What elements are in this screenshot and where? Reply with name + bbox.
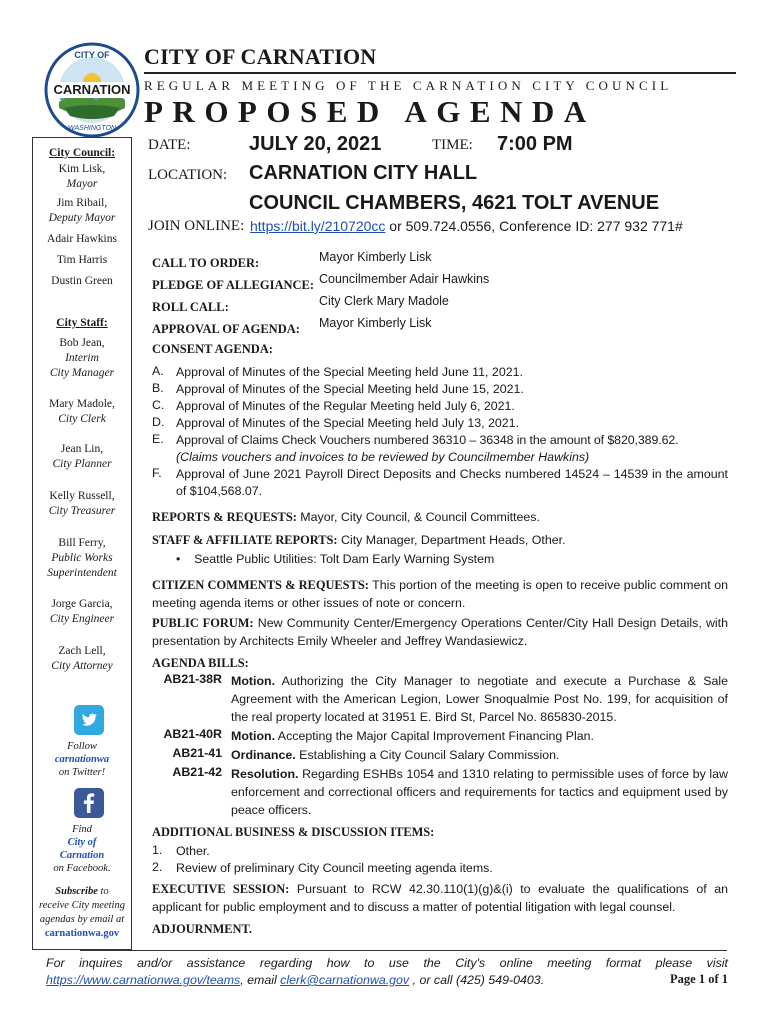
- council-heading: City Council:: [48, 147, 116, 159]
- consent-item: Approval of Minutes of the Regular Meeting held July 6, 2021.: [176, 399, 515, 413]
- teams-link[interactable]: https://www.carnationwa.gov/teams: [46, 973, 241, 987]
- staff-member: Bill Ferry, Public Works Superintendent: [47, 537, 117, 579]
- public-forum-section: PUBLIC FORUM: New Community Center/Emergency Operations Center/City Hall Design Details, with presentation by Architects Emily Wheeler and Jeffrey Wandasiewicz.: [152, 616, 729, 648]
- staff-member: Jean Lin, City Planner: [52, 443, 112, 470]
- facebook-caption: Find City of Carnation on Facebook.: [53, 824, 111, 874]
- city-logo: [44, 42, 140, 138]
- header-divider: [144, 72, 736, 74]
- join-label: JOIN ONLINE:: [148, 218, 245, 234]
- consent-letter: F.: [152, 466, 162, 480]
- consent-item: Approval of Minutes of the Special Meeting held June 11, 2021.: [176, 365, 523, 379]
- additional-num: 1.: [152, 843, 163, 857]
- adjournment: ADJOURNMENT.: [152, 922, 252, 936]
- date-label: DATE:: [148, 137, 191, 153]
- council-member: Tim Harris: [56, 254, 108, 266]
- approval-label: APPROVAL OF AGENDA:: [152, 322, 300, 336]
- location-label: LOCATION:: [148, 167, 228, 183]
- roll-call-label: ROLL CALL:: [152, 300, 229, 314]
- executive-session-section: EXECUTIVE SESSION: Pursuant to RCW 42.30.110(1)(g)&(i) to evaluate the qualifications of an applicant for public employment and to discuss a matter of potential litigation with legal counsel.: [152, 882, 728, 914]
- council-member: Dustin Green: [51, 275, 113, 287]
- roll-call-value: City Clerk Mary Madole: [319, 294, 449, 308]
- council-member: Adair Hawkins: [47, 233, 117, 245]
- staff-member: Kelly Russell, City Treasurer: [48, 490, 116, 517]
- council-member: Kim Lisk, Mayor: [58, 163, 106, 190]
- consent-item: Approval of Claims Check Vouchers numbered 36310 – 36348 in the amount of $820,389.62.: [176, 433, 679, 447]
- staff-member: Zach Lell, City Attorney: [51, 645, 113, 672]
- join-link[interactable]: https://bit.ly/210720cc: [250, 218, 386, 234]
- council-member: Jim Ribail, Deputy Mayor: [48, 197, 116, 224]
- time-value: 7:00 PM: [497, 133, 573, 155]
- twitter-caption: Follow carnationwa on Twitter!: [32, 740, 132, 779]
- consent-letter: A.: [152, 364, 164, 378]
- bill-text: Motion. Authorizing the City Manager to negotiate and execute a Purchase & Sale Agreement with the American Legion, Lower Snoqualmie Post No. 199, for acquisition of the real property located at 31951 E. Bird St, Parcel No. 865830-2015.: [231, 674, 728, 724]
- consent-item: Approval of Minutes of the Special Meeting held June 15, 2021.: [176, 382, 524, 396]
- subscribe-note: Subscribe to receive City meeting agendas by email at carnationwa.gov: [32, 885, 132, 941]
- bill-code: AB21-42: [172, 765, 222, 779]
- twitter-icon[interactable]: [74, 705, 104, 735]
- approval-value: Mayor Kimberly Lisk: [319, 316, 432, 330]
- staff-member: Bob Jean, Interim City Manager: [49, 337, 115, 379]
- consent-item: Approval of June 2021 Payroll Direct Deposits and Checks numbered 14524 – 14539 in the amount of $104,568.07.: [176, 467, 728, 498]
- logo-name: CARNATION: [53, 82, 131, 97]
- pledge-value: Councilmember Adair Hawkins: [319, 272, 490, 286]
- meeting-subtitle: REGULAR MEETING OF THE CARNATION CITY COUNCIL: [144, 78, 673, 93]
- bill-text: Ordinance. Establishing a City Council Salary Commission.: [231, 748, 560, 762]
- agenda-title: PROPOSED AGENDA: [144, 94, 596, 129]
- logo-bottom-text: WASHINGTON: [68, 125, 116, 132]
- location-line1: CARNATION CITY HALL: [249, 162, 478, 184]
- twitter-handle[interactable]: carnationwa: [54, 754, 110, 765]
- staff-report-bullet: • Seattle Public Utilities: Tolt Dam Early Warning System: [176, 552, 495, 566]
- facebook-icon[interactable]: [74, 788, 104, 818]
- join-phone: or 509.724.0556, Conference ID: 277 932 771#: [385, 218, 683, 234]
- subscribe-link[interactable]: carnationwa.gov: [44, 928, 120, 939]
- additional-heading: ADDITIONAL BUSINESS & DISCUSSION ITEMS:: [152, 825, 435, 839]
- consent-letter: E.: [152, 432, 164, 446]
- consent-item: Approval of Minutes of the Special Meeting held July 13, 2021.: [176, 416, 520, 430]
- reports-section: REPORTS & REQUESTS: Mayor, City Council, & Council Committees.: [152, 510, 540, 524]
- call-to-order-label: CALL TO ORDER:: [152, 256, 260, 270]
- time-label: TIME:: [432, 137, 473, 153]
- citizen-comments-section: CITIZEN COMMENTS & REQUESTS: This portion of the meeting is open to receive public comment on meeting agenda items or other issues of note or concern.: [152, 578, 728, 610]
- bill-text: Resolution. Regarding ESHBs 1054 and 1310 relating to permissible uses of force by law enforcement and correctional officers and requirements for tactics and equipment used by peace officers.: [231, 767, 728, 817]
- footer-note: For inquires and/or assistance regarding how to use the City's online meeting format please visit https://www.carnationwa.gov/teams, email clerk@carnationwa.gov , or call (425) 549-0403.: [46, 956, 728, 987]
- consent-letter: C.: [152, 398, 165, 412]
- bill-text: Motion. Accepting the Major Capital Improvement Financing Plan.: [231, 729, 594, 743]
- footer-divider: [80, 950, 727, 951]
- staff-reports-section: STAFF & AFFILIATE REPORTS: City Manager, Department Heads, Other.: [152, 533, 566, 547]
- date-value: JULY 20, 2021: [249, 133, 382, 155]
- bill-code: AB21-40R: [163, 727, 222, 741]
- logo-top-text: CITY OF: [74, 50, 110, 60]
- pledge-label: PLEDGE OF ALLEGIANCE:: [152, 278, 315, 292]
- additional-num: 2.: [152, 860, 163, 874]
- agenda-bills-heading: AGENDA BILLS:: [152, 656, 249, 670]
- email-link[interactable]: clerk@carnationwa.gov: [280, 973, 410, 987]
- city-title: CITY OF CARNATION: [144, 44, 377, 69]
- bill-code: AB21-41: [172, 746, 222, 760]
- page-number: Page 1 of 1: [670, 972, 728, 986]
- staff-member: Mary Madole, City Clerk: [49, 398, 115, 425]
- location-line2: COUNCIL CHAMBERS, 4621 TOLT AVENUE: [249, 192, 660, 214]
- consent-letter: B.: [152, 381, 164, 395]
- consent-note: (Claims vouchers and invoices to be reviewed by Councilmember Hawkins): [176, 450, 590, 464]
- additional-item: Other.: [176, 844, 210, 858]
- consent-letter: D.: [152, 415, 165, 429]
- staff-heading: City Staff:: [56, 317, 108, 329]
- consent-heading: CONSENT AGENDA:: [152, 342, 273, 356]
- call-to-order-value: Mayor Kimberly Lisk: [319, 250, 432, 264]
- additional-item: Review of preliminary City Council meeting agenda items.: [176, 861, 493, 875]
- staff-member: Jorge Garcia, City Engineer: [49, 598, 115, 625]
- join-line: [250, 218, 683, 234]
- bill-code: AB21-38R: [163, 672, 222, 686]
